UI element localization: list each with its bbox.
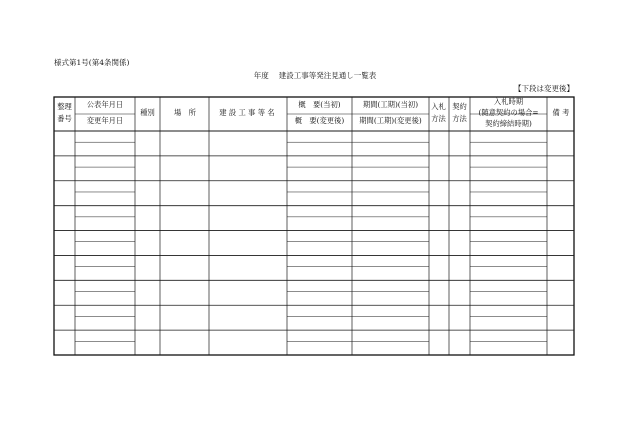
lower-row-note: 【下段は変更後】 [514, 84, 574, 93]
table-header [57, 97, 569, 128]
col-basho: 場 所 [174, 108, 196, 117]
col-jiki-line1: 入札時期 [493, 97, 524, 106]
col-seiri-line2: 番号 [57, 114, 72, 123]
col-nyusatsu-line2: 方法 [431, 114, 446, 123]
col-kohyo-date: 公表年月日 [86, 100, 124, 109]
col-keiyaku-line1: 契約 [452, 102, 467, 111]
title-main: 建設工事等発注見通し一覧表 [278, 71, 377, 80]
title-year-prefix: 年度 [253, 71, 269, 80]
col-gaiyo-initial: 概 要(当初) [298, 100, 341, 109]
col-shubetsu: 種別 [140, 108, 155, 117]
col-henko-date: 変更年月日 [86, 116, 124, 125]
col-jiki-line2: (随意契約の場合= [478, 108, 539, 117]
col-seiri-line1: 整理 [57, 102, 72, 111]
form-number: 様式第1号(第4条関係) [54, 58, 130, 67]
col-nyusatsu-line1: 入札 [431, 102, 446, 111]
col-jiki-line3: 契約締結時期) [485, 119, 532, 128]
table-grid-lines [54, 97, 574, 355]
col-keiyaku-line2: 方法 [452, 114, 467, 123]
col-biko: 備 考 [552, 108, 570, 117]
col-meisho: 建 設 工 事 等 名 [219, 108, 275, 117]
col-kikan-initial: 期間(工期)(当初) [362, 100, 419, 109]
col-kikan-changed: 期間(工期)(変更後) [359, 116, 422, 125]
col-gaiyo-changed: 概 要(変更後) [294, 116, 345, 125]
